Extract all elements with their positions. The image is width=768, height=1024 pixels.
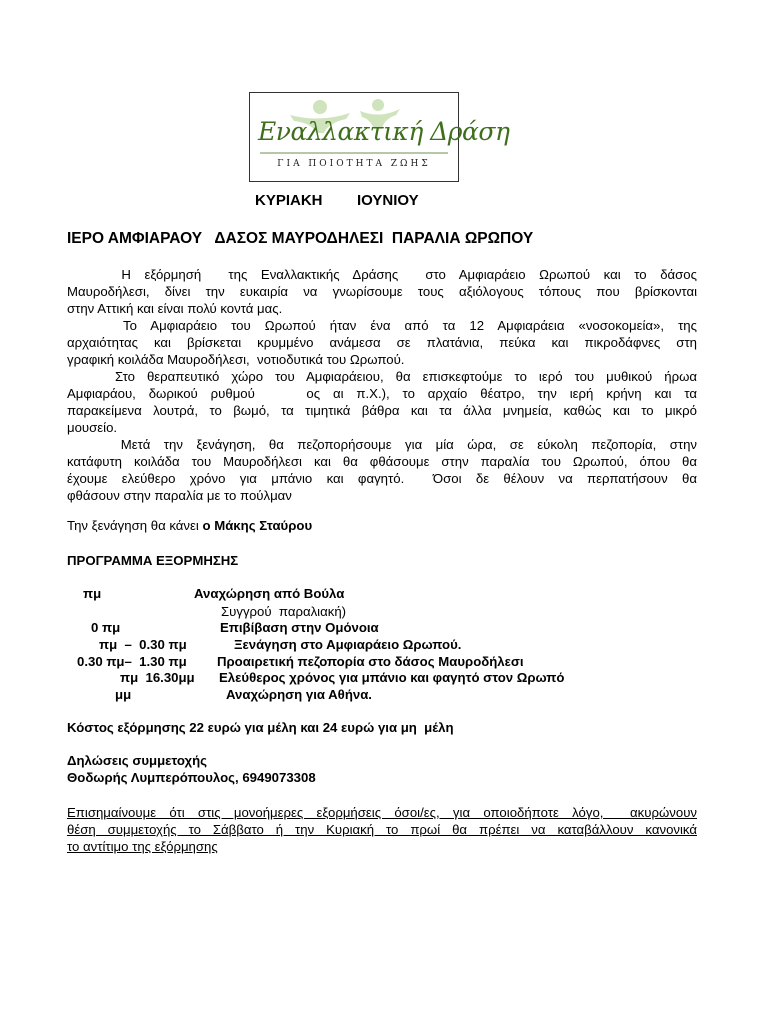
- schedule-time: πμ: [83, 586, 102, 601]
- text-line: στην Αττική και είναι πολύ κοντά μας.: [67, 301, 283, 316]
- text-line: Στο θεραπευτικό χώρο του Αμφιαράειου, θα επισκεφτούμε το ιερό του μυθικού ήρωα: [67, 369, 697, 384]
- schedule-activity: Συγγρού παραλιακή): [221, 604, 347, 619]
- text-line: θέση συμμετοχής το Σάββατο ή την Κυριακή το πρωί θα πρέπει να καταβάλλουν κανονικά: [67, 822, 697, 837]
- schedule-time: 0 πμ: [91, 620, 121, 635]
- event-title: ΙΕΡΟ ΑΜΦΙΑΡΑΟΥ ΔΑΣΟΣ ΜΑΥΡΟΔΗΛΕΣΙ ΠΑΡΑΛΙΑ ΩΡΩΠΟΥ: [67, 230, 534, 247]
- registration-label: Δηλώσεις συμμετοχής: [67, 753, 208, 768]
- intro-paragraph: [67, 266, 697, 317]
- text-line: κατάφυτη κοιλάδα του Μαυροδήλεσι και θα φθάσουμε στην παραλία του Ωρωπού, όπου θα: [67, 454, 697, 469]
- guide-prefix: Την ξενάγηση θα κάνει: [67, 518, 203, 533]
- hike-paragraph: [67, 436, 697, 504]
- text-line: το αντίτιμο της εξόρμησης: [67, 839, 218, 854]
- event-day: ΚΥΡΙΑΚΗ: [255, 192, 323, 209]
- text-line: γραφική κοιλάδα Μαυροδήλεσι, νοτιοδυτικά του Ωρωπού.: [67, 352, 405, 367]
- logo-title: Εναλλακτική Δράση: [258, 117, 510, 146]
- event-month: ΙΟΥΝΙΟΥ: [357, 192, 419, 209]
- schedule-activity: Ελεύθερος χρόνος για μπάνιο και φαγητό στον Ωρωπό: [219, 670, 565, 685]
- cancellation-notice: [67, 804, 697, 855]
- text-line: έχουμε ελεύθερο χρόνο για μπάνιο και φαγητό. Όσοι δε θέλουν να περπατήσουν θα: [67, 471, 697, 486]
- trip-cost: Κόστος εξόρμησης 22 ευρώ για μέλη και 24 ευρώ για μη μέλη: [67, 720, 454, 735]
- schedule-activity: Ξενάγηση στο Αμφιαράειο Ωρωπού.: [234, 637, 462, 652]
- text-line: Επισημαίνουμε ότι στις μονοήμερες εξορμήσεις όσοι/ες, για οποιοδήποτε λόγο, ακυρώνουν: [67, 805, 697, 820]
- text-line: Το Αμφιαράειο του Ωρωπού ήταν ένα από τα 12 Αμφιαράεια «νοσοκομεία», της: [67, 318, 697, 333]
- logo-subtitle: ΓΙΑ ΠΟΙΟΤΗΤΑ ΖΩΗΣ: [277, 159, 431, 169]
- visit-paragraph: [67, 368, 697, 436]
- text-line: Η εξόρμησή της Εναλλακτικής Δράσης στο Αμφιαράειο Ωρωπού και το δάσος: [67, 267, 697, 282]
- schedule-activity: Προαιρετική πεζοπορία στο δάσος Μαυροδήλεσι: [217, 654, 524, 669]
- amphiareio-paragraph: [67, 317, 697, 368]
- schedule-activity: Επιβίβαση στην Ομόνοια: [220, 620, 379, 635]
- text-line: παρακείμενα λουτρά, το βωμό, τα τιμητικά βάθρα και τα άλλα μνημεία, καθώς και το μικρό: [67, 403, 697, 418]
- text-line: Μαυροδήλεσι, δίνει την ευκαιρία να γνωρίσουμε τους αξιόλογους τόπους που βρίσκονται: [67, 284, 697, 299]
- contact-person: Θοδωρής Λυμπερόπουλος, 6949073308: [67, 770, 316, 785]
- program-heading: ΠΡΟΓΡΑΜΜΑ ΕΞΟΡΜΗΣΗΣ: [67, 553, 239, 568]
- organization-logo: [249, 92, 510, 182]
- text-line: Αμφιαράου, δωρικού ρυθμού ος αι π.Χ.), το αρχαίο θέατρο, την ιερή κρήνη και τα: [67, 386, 697, 401]
- schedule-time: μμ: [115, 687, 132, 702]
- text-line: φθάσουν στην παραλία με το πούλμαν: [67, 488, 292, 503]
- schedule-activity: Αναχώρηση από Βούλα: [194, 586, 345, 601]
- guide-name: ο Μάκης Σταύρου: [202, 518, 313, 533]
- guide-line: [67, 518, 312, 533]
- schedule-time: 0.30 πμ– 1.30 πμ: [77, 654, 187, 669]
- schedule-time: πμ – 0.30 πμ: [99, 637, 187, 652]
- schedule-time: πμ 16.30μμ: [120, 670, 195, 685]
- schedule-activity: Αναχώρηση για Αθήνα.: [226, 687, 372, 702]
- text-line: αρχαιότητας και βρίσκεται κρυμμένο ανάμεσα σε πλατάνια, πεύκα και πικροδάφνες στη: [67, 335, 697, 350]
- text-line: Μετά την ξενάγηση, θα πεζοπορήσουμε για μία ώρα, σε εύκολη πεζοπορία, στην: [67, 437, 697, 452]
- text-line: μουσείο.: [67, 420, 118, 435]
